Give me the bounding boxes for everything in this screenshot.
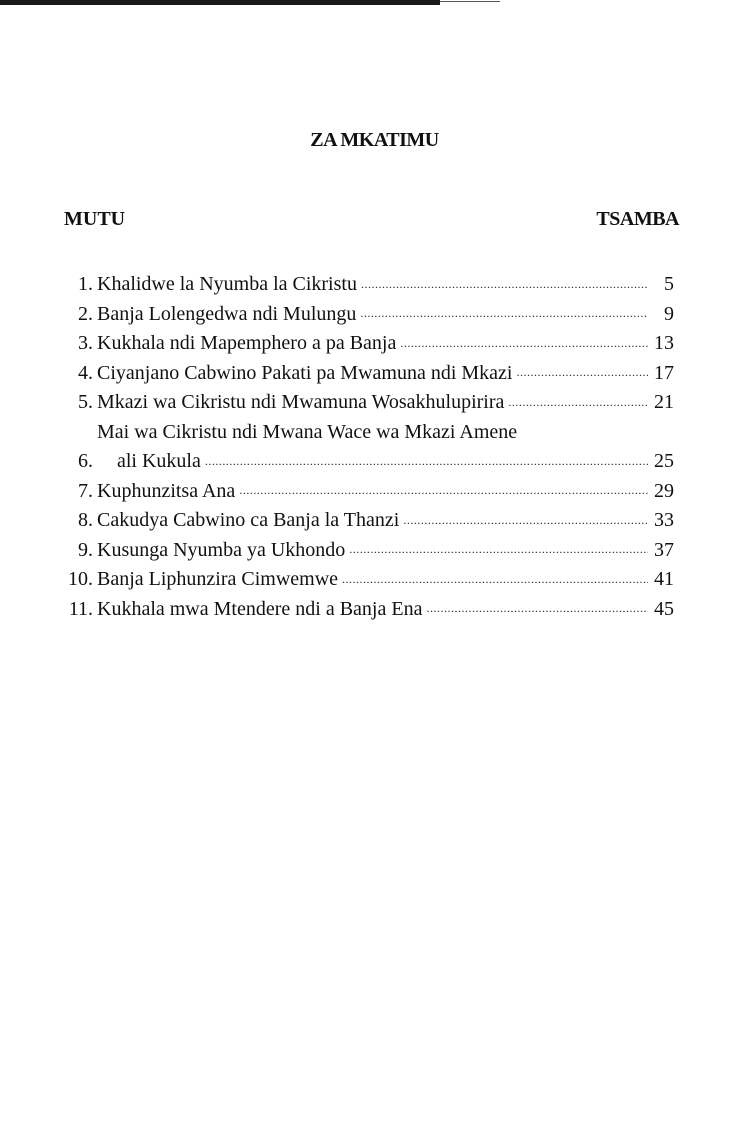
toc-entry-8[interactable]	[60, 506, 674, 536]
toc-entry-9[interactable]	[60, 536, 674, 566]
top-border-rule-thin	[440, 1, 500, 2]
dot-leader	[360, 303, 648, 323]
dot-leader	[342, 569, 648, 589]
dot-leader	[403, 510, 648, 530]
toc-entry-number: 3.	[78, 332, 93, 354]
toc-entry-page: 21	[654, 391, 674, 413]
table-of-contents	[60, 270, 674, 624]
toc-entry-6[interactable]	[60, 418, 674, 477]
toc-entry-number: 6.	[78, 450, 93, 472]
toc-entry-number: 2.	[78, 302, 93, 325]
toc-entry-5[interactable]	[60, 388, 674, 418]
toc-entry-title-continued: ali Kukula	[117, 450, 201, 472]
toc-entry-page: 25	[654, 450, 674, 472]
toc-entry-title: Kukhala ndi Mapemphero a pa Banja	[97, 332, 397, 354]
toc-entry-page: 5	[664, 273, 674, 295]
toc-entry-10[interactable]	[60, 565, 674, 595]
toc-entry-title: Ciyanjano Cabwino Pakati pa Mwamuna ndi Mkazi	[97, 361, 513, 384]
toc-entry-page: 29	[654, 479, 674, 502]
column-header-page: TSAMBA	[596, 208, 679, 230]
dot-leader	[508, 392, 648, 412]
toc-entry-11[interactable]	[60, 595, 674, 625]
toc-entry-title: Kusunga Nyumba ya Ukhondo	[97, 538, 346, 561]
dot-leader	[400, 333, 648, 353]
toc-entry-page: 45	[654, 597, 674, 620]
toc-entry-title: Kukhala mwa Mtendere ndi a Banja Ena	[97, 597, 423, 620]
toc-entry-4[interactable]	[60, 359, 674, 389]
toc-entry-title: Banja Lolengedwa ndi Mulungu	[97, 302, 357, 325]
toc-entry-number: 1.	[78, 273, 93, 295]
dot-leader	[516, 362, 648, 382]
toc-entry-number: 7.	[78, 479, 93, 502]
toc-entry-number: 11.	[68, 597, 93, 620]
column-header-chapter: MUTU	[64, 208, 126, 230]
dot-leader	[349, 539, 648, 559]
toc-entry-title: Banja Liphunzira Cimwemwe	[97, 568, 339, 590]
toc-entry-title: Mkazi wa Cikristu ndi Mwamuna Wosakhulupirira	[97, 391, 505, 413]
toc-entry-page: 17	[654, 361, 674, 384]
dot-leader	[361, 274, 648, 294]
dot-leader	[239, 480, 648, 500]
toc-entry-title: Cakudya Cabwino ca Banja la Thanzi	[97, 509, 400, 531]
dot-leader	[426, 598, 648, 618]
toc-entry-2[interactable]	[60, 300, 674, 330]
toc-entry-page: 13	[654, 332, 674, 354]
toc-entry-page: 33	[654, 509, 674, 531]
toc-entry-title: Khalidwe la Nyumba la Cikristu	[97, 273, 357, 295]
toc-entry-page: 37	[654, 538, 674, 561]
toc-entry-title: Kuphunzitsa Ana	[97, 479, 236, 502]
toc-entry-number: 9.	[78, 538, 93, 561]
toc-entry-number: 5.	[78, 391, 93, 413]
toc-entry-number: 4.	[78, 361, 93, 384]
toc-entry-1[interactable]	[60, 270, 674, 300]
toc-entry-title: Mai wa Cikristu ndi Mwana Wace wa Mkazi Amene	[97, 420, 518, 443]
toc-entry-number: 10.	[68, 568, 93, 590]
toc-entry-page: 9	[664, 302, 674, 325]
toc-entry-3[interactable]	[60, 329, 674, 359]
dot-leader	[205, 451, 648, 471]
toc-entry-number: 8.	[78, 509, 93, 531]
toc-entry-7[interactable]	[60, 477, 674, 507]
page-title: ZA MKATIMU	[310, 129, 439, 151]
toc-entry-page: 41	[654, 568, 674, 590]
top-border-rule	[0, 0, 440, 5]
